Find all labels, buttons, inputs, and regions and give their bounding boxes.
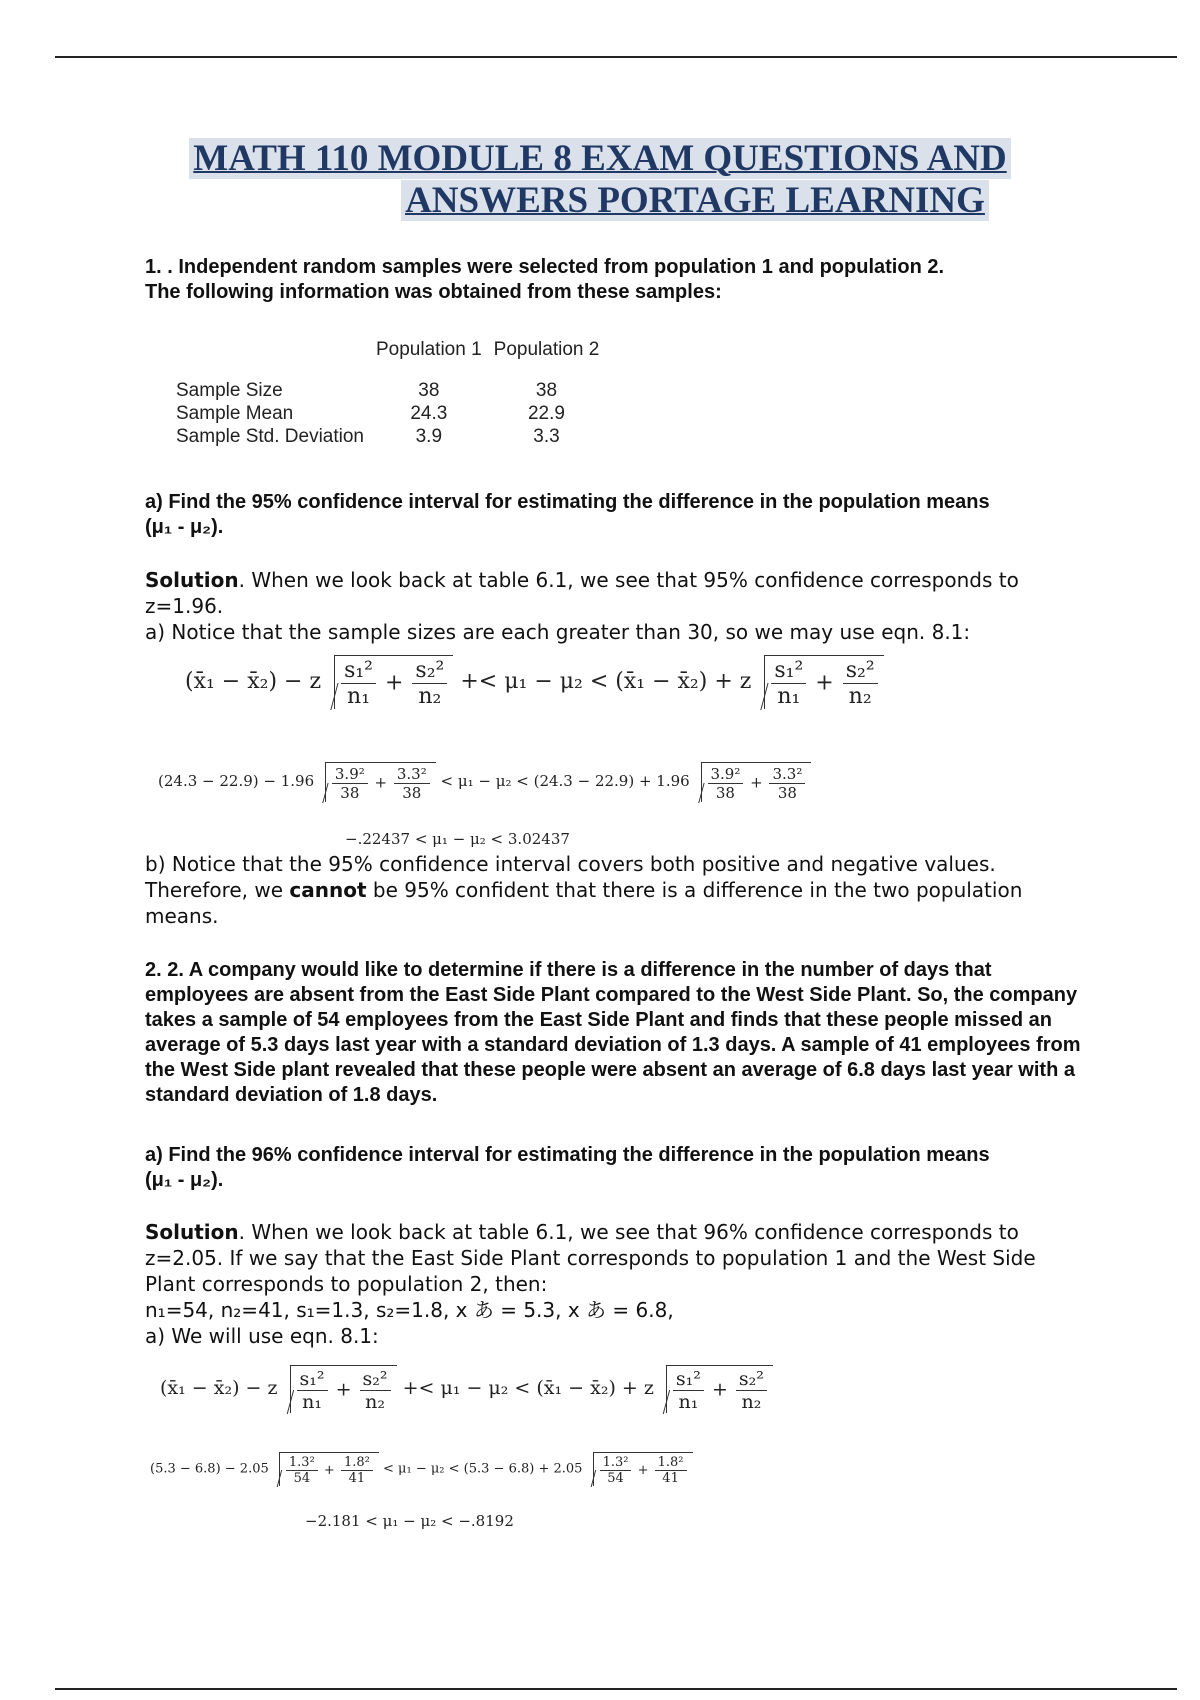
row-value: 38 — [418, 380, 440, 401]
frac-num: 3.9² — [332, 765, 368, 784]
frac-den: 41 — [662, 1471, 679, 1486]
frac-num: 3.9² — [708, 765, 744, 784]
q1-part-a — [145, 490, 1085, 540]
q2-part-a-line1: a) Find the 96% confidence interval for estimating the difference in the population means — [145, 1144, 990, 1166]
part-b-text: be 95% confident that there is a difference in the two population means. — [145, 878, 1023, 928]
q1-notice-a: a) Notice that the sample sizes are each greater than 30, so we may use eqn. 8.1: — [145, 620, 971, 644]
q2-part-a — [145, 1143, 1085, 1193]
frac-num: 1.3² — [286, 1455, 318, 1471]
frac-den: 41 — [348, 1471, 366, 1486]
q1-part-b — [145, 851, 1085, 929]
sqrt-term: $\frac{\text{s₁²}}{\text{n₁}}$ + $\frac{\text{s₂²}}{\text{n₂}}$ — [666, 1365, 773, 1413]
frac-den: 38 — [340, 784, 360, 802]
table-row — [170, 425, 605, 448]
q1-prompt — [145, 255, 1085, 305]
table-row — [170, 379, 605, 402]
q2-result: −2.181 < μ₁ − μ₂ < −.8192 — [305, 1512, 514, 1530]
frac-num: s₂² — [843, 658, 878, 684]
frac-num: s₂² — [412, 658, 447, 684]
frac-den: n₂ — [741, 1391, 762, 1413]
formula-left: (x̄₁ − x̄₂) − z — [185, 669, 322, 694]
sub-mid: < μ₁ − μ₂ < (5.3 − 6.8) + 2.05 — [383, 1461, 583, 1477]
frac-den: n₂ — [848, 684, 872, 709]
table-header-pop1: Population 1 — [376, 339, 482, 360]
frac-den: n₂ — [365, 1391, 385, 1413]
sqrt-term: $\frac{\text{3.9²}}{38}$ + $\frac{\text{3.3²}}{38}$ — [701, 762, 812, 802]
frac-num: 3.3² — [394, 765, 430, 784]
q1-prompt-line2: The following information was obtained from these samples: — [145, 281, 722, 303]
sqrt-term: $\frac{\text{s₁²}}{\text{n₁}}$ + $\frac{\text{s₂²}}{\text{n₂}}$ — [334, 655, 453, 709]
sub-left: (24.3 − 22.9) − 1.96 — [158, 772, 315, 790]
q2-eqn-line: a) We will use eqn. 8.1: — [145, 1324, 379, 1348]
sqrt-term: $\frac{\text{s₁²}}{\text{n₁}}$ + $\frac{\text{s₂²}}{\text{n₂}}$ — [290, 1365, 397, 1413]
solution-label: Solution — [145, 1220, 239, 1244]
q2-values-line: n₁=54, n₂=41, s₁=1.3, s₂=1.8, x あ = 5.3, x あ = 6.8, — [145, 1298, 674, 1322]
table-header-blank — [170, 338, 370, 379]
frac-num: 1.8² — [341, 1455, 373, 1471]
sub-mid: < μ₁ − μ₂ < (24.3 − 22.9) + 1.96 — [440, 772, 690, 790]
frac-num: 1.3² — [600, 1455, 632, 1471]
sqrt-term: $\frac{\text{s₁²}}{\text{n₁}}$ + $\frac{\text{s₂²}}{\text{n₂}}$ — [764, 655, 883, 709]
q1-part-a-line1: a) Find the 95% confidence interval for estimating the difference in the population means — [145, 491, 990, 513]
q2-solution — [145, 1219, 1085, 1349]
sqrt-term: $\frac{\text{1.3²}}{54}$ + $\frac{\text{1.8²}}{41}$ — [279, 1452, 379, 1486]
title-line-2: ANSWERS PORTAGE LEARNING — [401, 180, 989, 221]
frac-den: 54 — [293, 1471, 311, 1486]
q2-prompt: 2. 2. A company would like to determine if there is a difference in the number of days that employees are absent from the East Side Plant compared to the West Side Plant. So, the company takes a sample of 54 employees from the East Side Plant and finds that these people missed an average of 5.3 days last year with a standard deviation of 1.3 days. A sample of 41 employees from the West Side plant revealed that these people were absent an average of 6.8 days last year with a standard deviation of 1.8 days. — [145, 959, 1081, 1106]
formula-mid: +< μ₁ − μ₂ < (x̄₁ − x̄₂) + z — [460, 669, 752, 694]
row-value: 3.9 — [415, 426, 443, 447]
row-label: Sample Size — [176, 380, 283, 401]
q1-substituted-formula — [158, 762, 811, 802]
solution-text: . When we look back at table 6.1, we see that 96% confidence corresponds to z=2.05. If we say that the East Side Plant corresponds to population 1 and the West Side Plant corresponds to population 2, then: — [145, 1220, 1036, 1296]
q1-general-formula — [185, 655, 884, 709]
table-header-pop2: Population 2 — [493, 339, 600, 360]
part-b-text: b) Notice that the 95% confidence interval covers both positive and negative values. Therefore, we — [145, 852, 996, 902]
solution-text: . When we look back at table 6.1, we see that 95% confidence corresponds to z=1.96. — [145, 568, 1019, 618]
frac-den: n₁ — [302, 1391, 322, 1413]
frac-num: s₂² — [360, 1368, 391, 1391]
q1-result: −.22437 < μ₁ − μ₂ < 3.02437 — [345, 830, 570, 848]
q1-sample-table — [170, 338, 605, 448]
row-value: 38 — [535, 380, 558, 401]
frac-num: s₁² — [771, 658, 806, 684]
q1-solution — [145, 567, 1085, 645]
q2-general-formula — [160, 1365, 773, 1413]
formula-left: (x̄₁ − x̄₂) − z — [160, 1377, 278, 1399]
bottom-rule — [55, 1688, 1177, 1690]
frac-den: n₁ — [347, 684, 371, 709]
title-line-1: MATH 110 MODULE 8 EXAM QUESTIONS AND — [189, 138, 1010, 179]
solution-label: Solution — [145, 568, 239, 592]
frac-den: 54 — [607, 1471, 624, 1486]
frac-den: 38 — [402, 784, 422, 802]
frac-den: n₁ — [678, 1391, 699, 1413]
row-value: 24.3 — [410, 403, 448, 424]
q2-part-a-line2: (μ₁ - μ₂). — [145, 1169, 224, 1191]
formula-mid: +< μ₁ − μ₂ < (x̄₁ − x̄₂) + z — [402, 1377, 654, 1399]
frac-num: s₁² — [673, 1368, 704, 1391]
frac-num: s₁² — [341, 658, 376, 684]
frac-den: 38 — [777, 784, 797, 802]
frac-num: 3.3² — [769, 765, 805, 784]
frac-num: s₁² — [297, 1368, 328, 1391]
q1-part-a-line2: (μ₁ - μ₂). — [145, 516, 224, 538]
top-rule — [55, 56, 1177, 58]
table-row — [170, 402, 605, 425]
sub-left: (5.3 − 6.8) − 2.05 — [150, 1461, 269, 1477]
q2-substituted-formula — [150, 1452, 693, 1486]
frac-num: s₂² — [736, 1368, 767, 1391]
frac-den: n₂ — [418, 684, 442, 709]
sqrt-term: $\frac{\text{1.3²}}{54}$ + $\frac{\text{1.8²}}{41}$ — [593, 1452, 693, 1486]
row-label: Sample Std. Deviation — [176, 426, 364, 447]
frac-den: 38 — [715, 784, 735, 802]
part-b-bold: cannot — [289, 878, 367, 902]
document-title — [0, 138, 1200, 222]
q1-prompt-line1: 1. . Independent random samples were selected from population 1 and population 2. — [145, 256, 945, 278]
frac-num: 1.8² — [655, 1455, 687, 1471]
frac-den: n₁ — [777, 684, 801, 709]
row-label: Sample Mean — [176, 403, 294, 424]
row-value: 22.9 — [527, 403, 565, 424]
row-value: 3.3 — [533, 426, 560, 447]
sqrt-term: $\frac{\text{3.9²}}{38}$ + $\frac{\text{3.3²}}{38}$ — [325, 762, 436, 802]
